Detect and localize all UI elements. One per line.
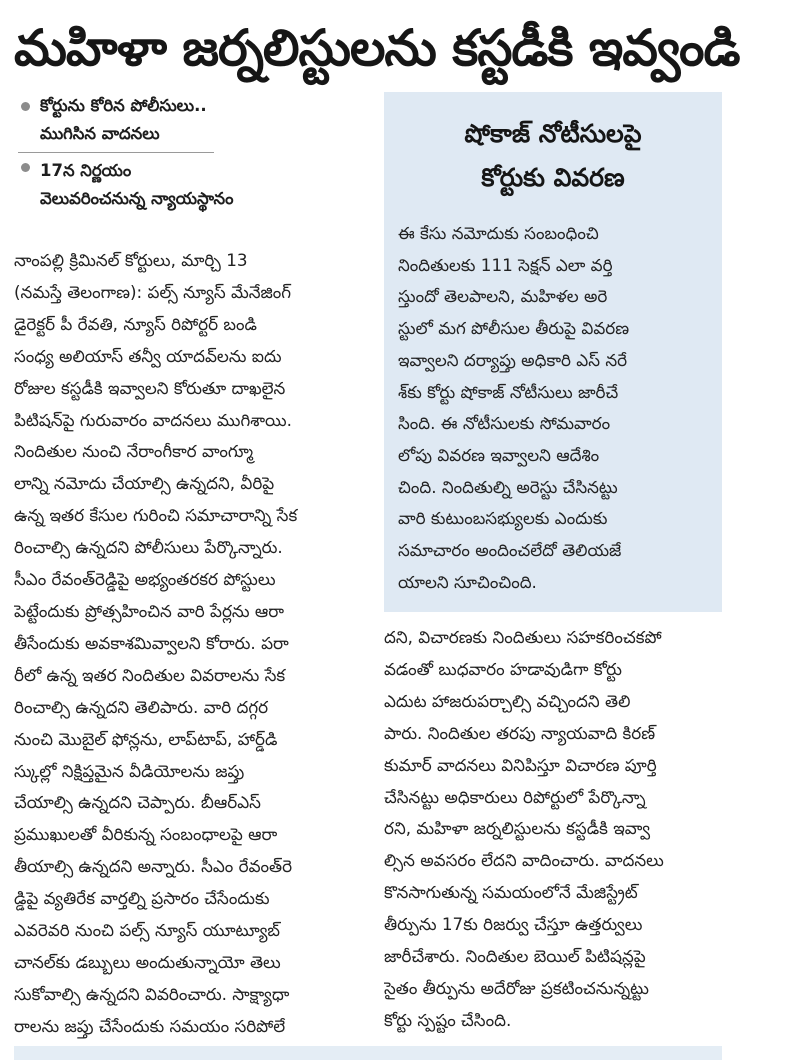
text-line: సమాచారం అందించలేదో తెలియజే: [398, 540, 622, 561]
text-line: ఎవరెవరి నుంచి పల్స్ న్యూస్ యూట్యూబ్: [14, 920, 280, 941]
bullet-dot-icon: [21, 102, 30, 111]
text-line: సుకోవాల్సి ఉన్నదని వివరించారు. సాక్ష్యాధా: [14, 983, 290, 1004]
text-line: ఈ కేసు నమోదుకు సంబంధించి: [398, 223, 599, 243]
text-line: రీలో ఉన్న ఇతర నిందితుల వివరాలను సేక: [14, 664, 286, 685]
text-line: దని, విచారణకు నిందితులు సహకరించకపో: [384, 627, 662, 647]
sidebar-box-title: [384, 112, 722, 200]
text-line: డ్డిపై వ్యతిరేక వార్తల్ని ప్రసారం చేసేందుకు: [14, 888, 270, 909]
highlights-list: [18, 92, 234, 217]
text-line: చేసినట్టు అధికారులు రిపోర్టులో పేర్కొన్నా: [384, 786, 646, 807]
article-right-column: [384, 622, 724, 1037]
text-line: నిందితులకు 111 సెక్షన్ ఎలా వర్తి: [398, 254, 613, 275]
text-line: శ్‌కు కోర్టు షోకాజ్ నోటీసులు జారీచే: [398, 381, 619, 402]
text-line: స్టులో మగ పోలీసుల తీరుపై వివరణ: [398, 318, 630, 339]
text-line: కోర్టు స్పష్టం చేసింది.: [384, 1009, 512, 1030]
highlight-line: ముగిసిన వాదనలు: [40, 124, 160, 143]
text-line: చానల్‌కు డబ్బులు అందుతున్నాయో తెలు: [14, 951, 281, 972]
highlight-item: [18, 92, 214, 152]
text-line: పెట్టేందుకు ప్రోత్సహించిన వారి పేర్లను ఆరా: [14, 600, 284, 621]
text-line: పారు. నిందితుల తరపు న్యాయవాది కిరణ్: [384, 722, 656, 743]
text-line: ఎదుట హాజరుపర్చాల్సి వచ్చిందని తెలి: [384, 690, 631, 711]
text-line: డైరెక్టర్ పీ రేవతి, న్యూస్ రిపోర్టర్ బండి: [14, 313, 257, 334]
text-line: సైతం తీర్పును అదేరోజు ప్రకటించనున్నట్టు: [384, 977, 649, 998]
text-line: లాన్ని నమోదు చేయాల్సి ఉన్నదని, వీరిపై: [14, 473, 275, 494]
text-line: నిందితుల నుంచి నేరాంగీకార వాంగ్మూ: [14, 441, 254, 462]
text-line: ల్సిన అవసరం లేదని వాదించారు. వాదనలు: [384, 850, 664, 871]
highlight-line: కోర్టును కోరిన పోలీసులు..: [40, 96, 207, 115]
highlight-line: వెలువరించనున్న న్యాయస్థానం: [40, 189, 234, 208]
article-left-column: [14, 245, 378, 1043]
text-line: సింది. ఈ నోటీసులకు సోమవారం: [398, 413, 611, 434]
sidebar-title-line: షోకాజ్ నోటీసులపై: [464, 119, 642, 148]
sidebar-title-line: కోర్టుకు వివరణ: [481, 163, 625, 192]
text-line: కుమార్ వాదనలు వినిపిస్తూ విచారణ పూర్తి: [384, 754, 657, 775]
text-line: సంధ్య అలియాస్ తన్వీ యాదవ్‌లను ఐదు: [14, 345, 282, 366]
text-line: రోజుల కస్టడీకి ఇవ్వాలని కోరుతూ దాఖలైన: [14, 377, 286, 398]
text-line: ఇవ్వాలని దర్యాప్తు అధికారి ఎస్ నరే: [398, 349, 628, 370]
text-line: స్కుల్లో నిక్షిప్తమైన వీడియోలను జప్తు: [14, 760, 245, 781]
text-line: కొనసాగుతున్న సమయంలోనే మేజిస్ట్రేట్: [384, 882, 638, 903]
text-line: రని, మహిళా జర్నలిస్టులను కస్టడీకి ఇవ్వా: [384, 818, 651, 839]
text-line: జారీచేశారు. నిందితుల బెయిల్ పిటిషన్లపై: [384, 946, 646, 967]
text-line: ప్రముఖులతో వీరికున్న సంబంధాలపై ఆరా: [14, 824, 278, 845]
text-line: తీసేందుకు అవకాశమివ్వాలని కోరారు. పరా: [14, 632, 289, 653]
text-line: లోపు వివరణ ఇవ్వాలని ఆదేశిం: [398, 444, 600, 465]
text-line: పిటిషన్‌పై గురువారం వాదనలు ముగిశాయి.: [14, 409, 292, 430]
text-line: సీఎం రేవంత్‌రెడ్డిపై అభ్యంతరకర పోస్టులు: [14, 569, 276, 590]
text-line: తీర్పును 17కు రిజర్వు చేస్తూ ఉత్తర్వులు: [384, 914, 643, 935]
text-line: (నమస్తే తెలంగాణ): పల్స్ న్యూస్ మేనేజింగ్: [14, 281, 292, 302]
text-line: ఉన్న ఇతర కేసుల గురించి సమాచారాన్ని సేక: [14, 505, 298, 526]
text-line: రించాల్సి ఉన్నదని పోలీసులు పేర్కొన్నారు.: [14, 537, 283, 558]
text-line: వడంతో బుధవారం హడావుడిగా కోర్టు: [384, 658, 622, 679]
text-line: చింది. నిందితుల్ని అరెస్టు చేసినట్టు: [398, 476, 618, 497]
text-line: స్తుందో తెలపాలని, మహిళల అరె: [398, 286, 608, 307]
highlight-item: [18, 152, 234, 217]
highlight-line: 17న నిర్ణయం: [40, 161, 132, 180]
headline: మహిళా జర్నలిస్టులను కస్టడీకి ఇవ్వండి: [14, 19, 740, 77]
sidebar-box-body: [398, 218, 714, 598]
text-line: రాలను జప్తు చేసేందుకు సమయం సరిపోలే: [14, 1015, 286, 1036]
text-line: నాంపల్లి క్రిమినల్ కోర్టులు, మార్చి 13: [14, 250, 248, 270]
text-line: నుంచి మొబైల్ ఫోన్లను, లాప్‌టాప్, హార్డ్‌డి: [14, 728, 278, 749]
text-line: వారి కుటుంబసభ్యులకు ఎందుకు: [398, 508, 608, 529]
text-line: యాలని సూచించింది.: [398, 571, 537, 592]
bullet-dot-icon: [21, 163, 30, 172]
text-line: తీయాల్సి ఉన్నదని అన్నారు. సీఎం రేవంత్‌రె: [14, 856, 293, 877]
bottom-strip: [14, 1046, 722, 1060]
text-line: రించాల్సి ఉన్నదని తెలిపారు. వారి దగ్గర: [14, 696, 269, 717]
text-line: చేయాల్సి ఉన్నదని చెప్పారు. బీఆర్‌ఎస్: [14, 792, 261, 813]
sidebar-box: [384, 92, 722, 612]
